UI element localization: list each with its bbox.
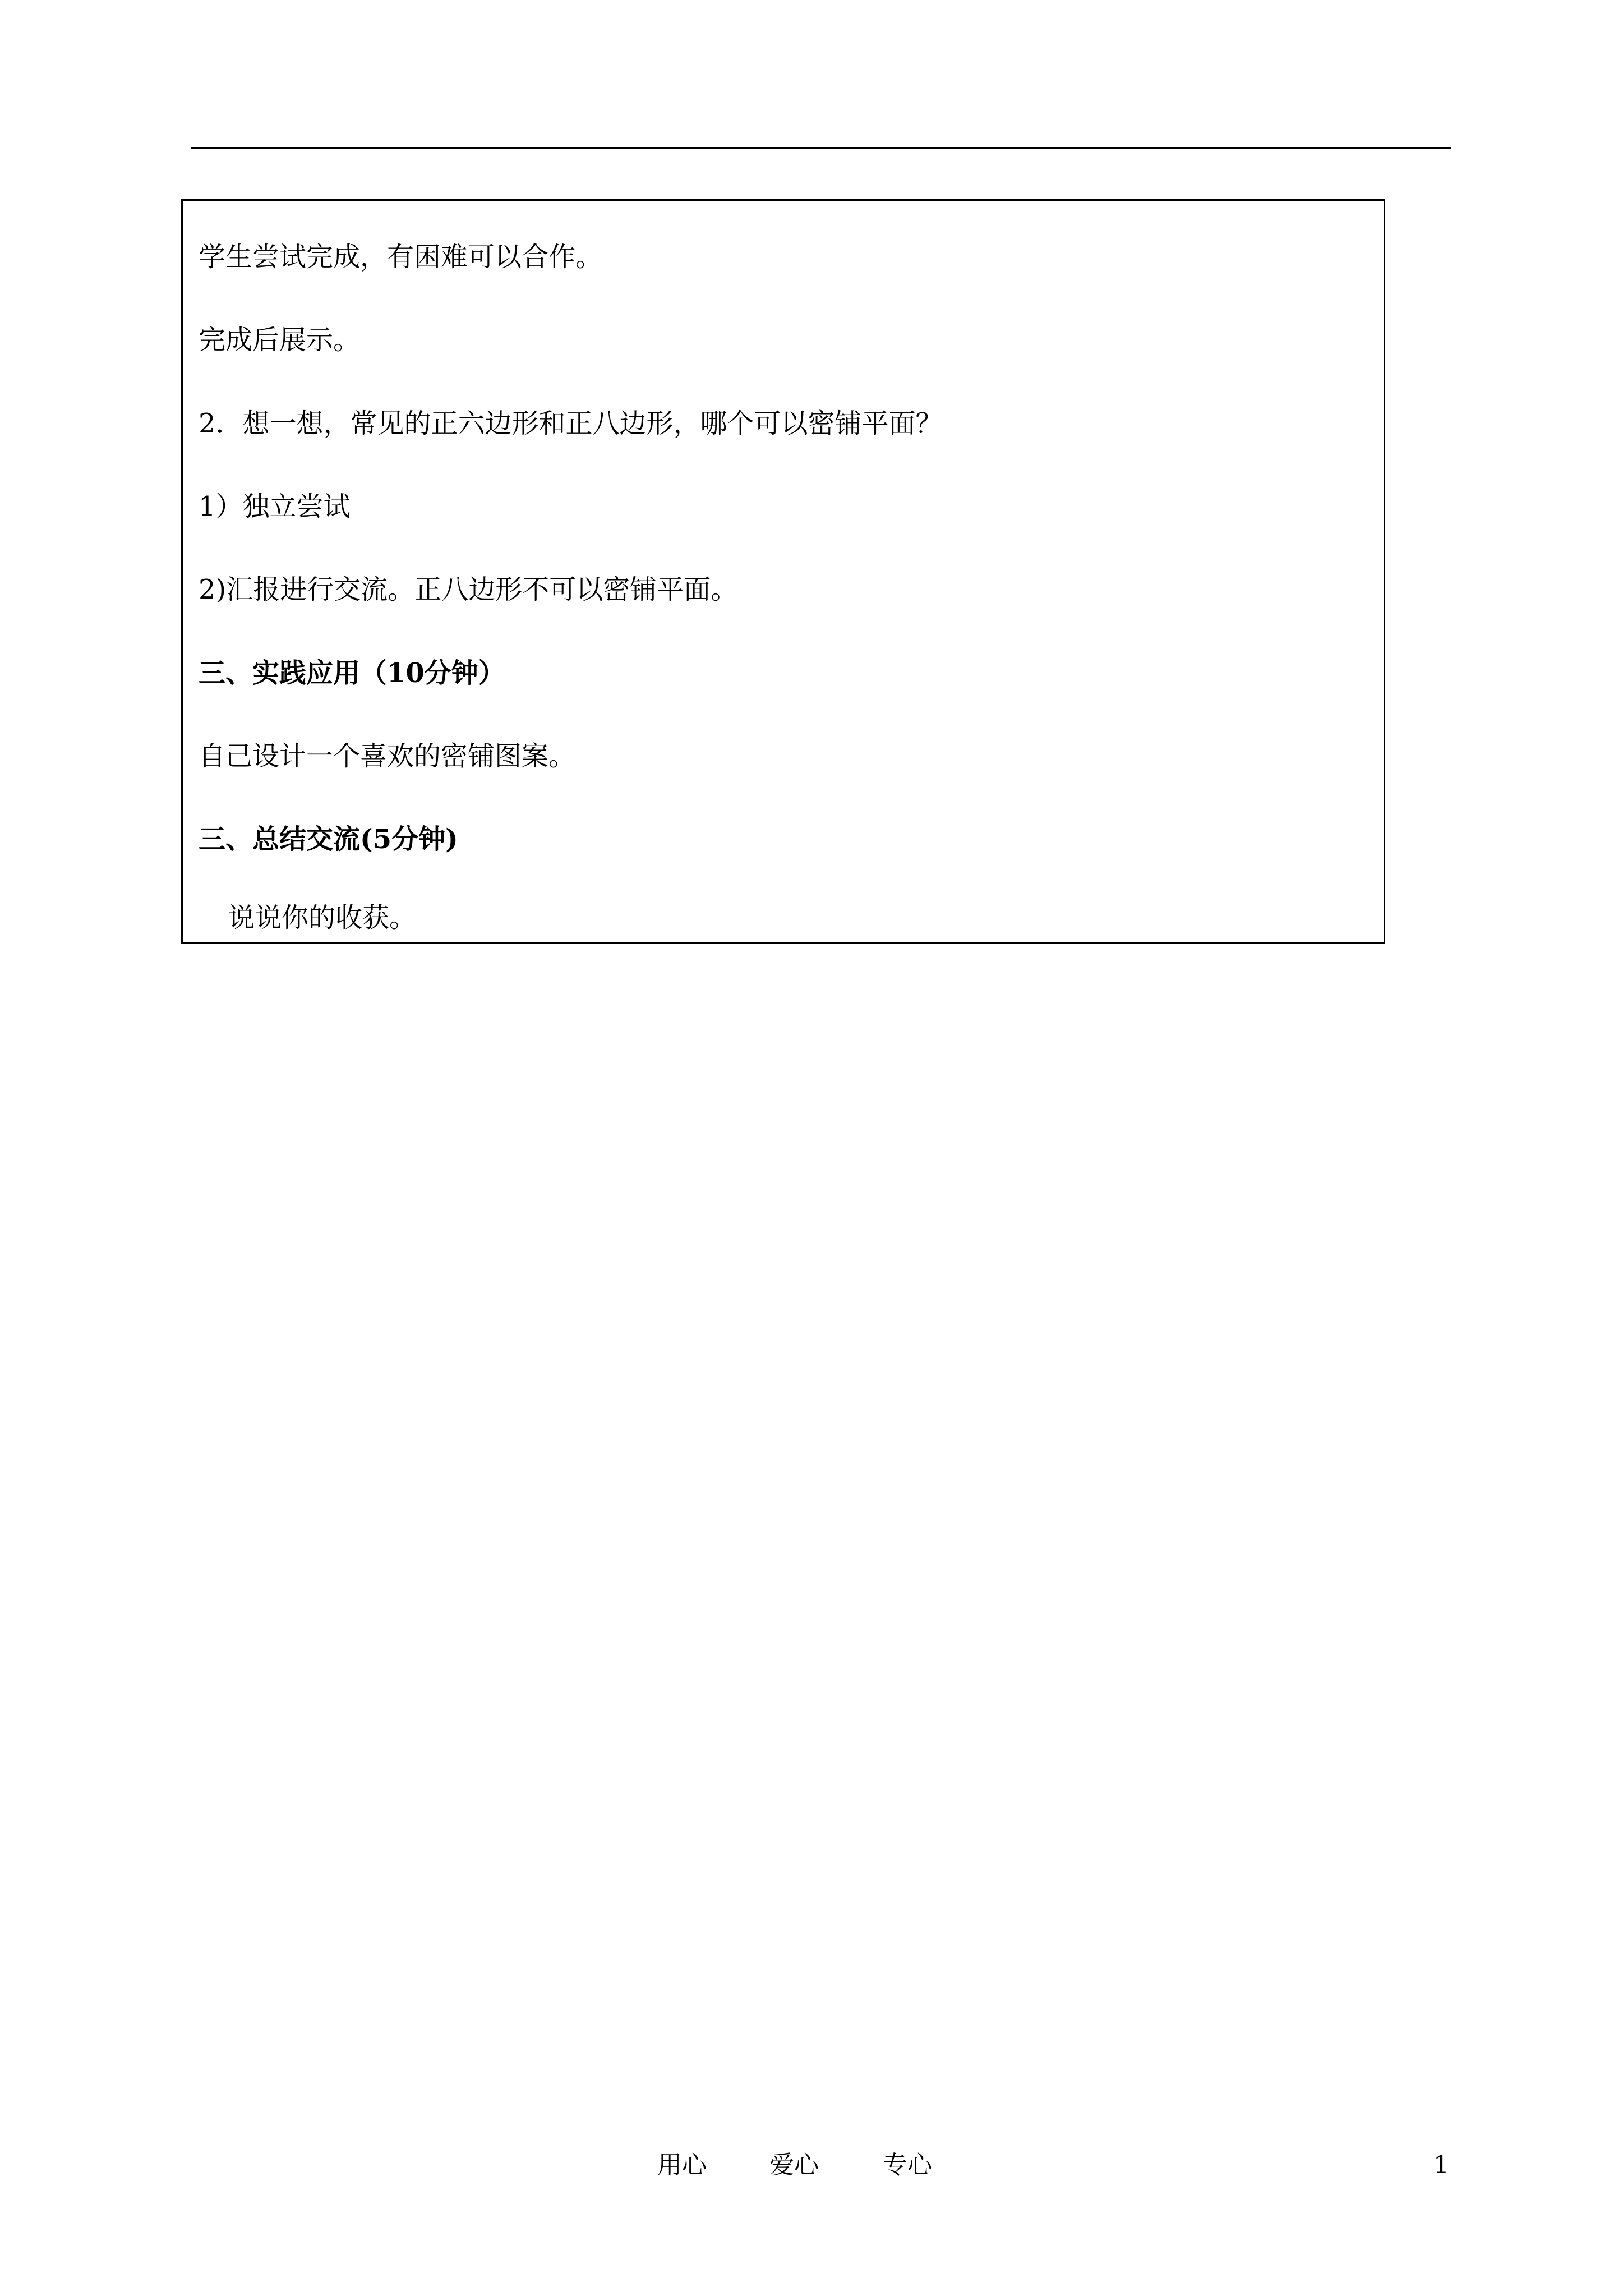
- step-2: 2)汇报进行交流。正八边形不可以密铺平面。: [199, 574, 738, 605]
- header-rule: [191, 147, 1451, 149]
- practice-task: 自己设计一个喜欢的密铺图案。: [199, 740, 576, 772]
- footer-motto-3: 专心: [883, 2151, 932, 2179]
- section-heading-summary: 三、总结交流(5分钟): [199, 823, 458, 855]
- step-1: 1）独立尝试: [199, 491, 351, 522]
- summary-task: 说说你的收获。: [228, 902, 417, 933]
- question-2: 2．想一想，常见的正六边形和正八边形，哪个可以密铺平面？: [199, 408, 943, 439]
- page-number: 1: [1433, 2151, 1449, 2179]
- content-table-cell: [181, 199, 1385, 944]
- text-line-2: 完成后展示。: [199, 324, 361, 356]
- text-line-1: 学生尝试完成，有困难可以合作。: [199, 241, 603, 273]
- section-heading-practice: 三、实践应用（10分钟）: [199, 657, 505, 689]
- footer-motto-2: 爱心: [769, 2151, 819, 2179]
- footer-motto-1: 用心: [657, 2151, 707, 2179]
